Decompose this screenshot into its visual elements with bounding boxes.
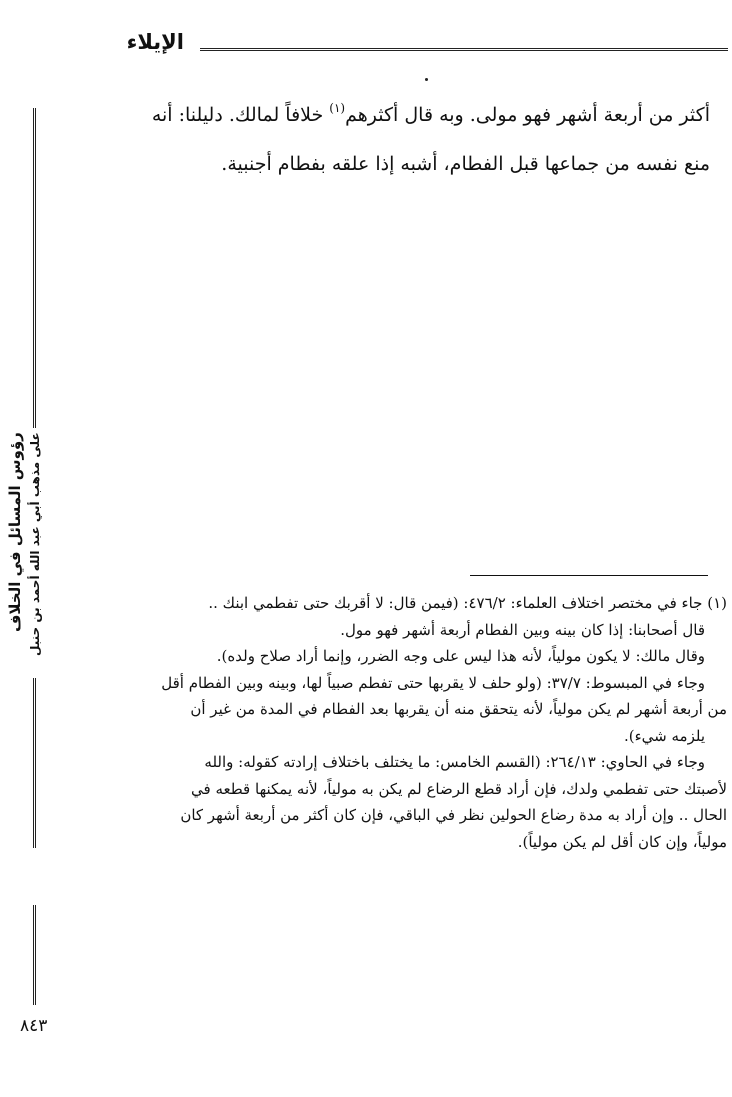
footnote-line: (١) جاء في مختصر اختلاف العلماء: ٤٧٦/٢: (فيمن قال: لا أقربك حتى تفطمي ابنك .. <box>208 594 727 612</box>
footnote-line: من أربعة أشهر لم يكن مولياً، لأنه يتحقق منه أن يقربها بعد الفطام في المدة من غير أن <box>190 700 727 718</box>
main-text-line-1a: أكثر من أربعة أشهر فهو مولى. وبه قال أكثرهم <box>345 104 710 126</box>
main-text-line-1b: خلافاً لمالك. دليلنا: أنه <box>151 104 330 126</box>
side-book-title <box>4 432 50 674</box>
footnote-reference[interactable]: (١) <box>329 101 346 115</box>
main-text-line-2: منع نفسه من جماعها قبل الفطام، أشبه إذا علقه بفطام أجنبية. <box>221 153 710 175</box>
footnote-line: وجاء في الحاوي: ٢٦٤/١٣: (القسم الخامس: ما يختلف باختلاف إرادته كقوله: والله <box>204 753 705 771</box>
footnote-line: قال أصحابنا: إذا كان بينه وبين الفطام أربعة أشهر فهو مول. <box>340 620 705 639</box>
footnote-separator <box>470 575 708 576</box>
side-title-line-1: رؤوس المسائل في الخلاف <box>6 432 24 632</box>
header-rule <box>200 48 728 51</box>
footnote-line: وقال مالك: لا يكون مولياً، لأنه هذا ليس على وجه الضرر، وإنما أراد صلاح ولده). <box>216 647 705 665</box>
side-rule-bottom <box>33 905 36 1005</box>
footnotes <box>63 590 727 855</box>
footnote-line: الحال .. وإن أراد به مدة رضاع الحولين نظر في الباقي، فإن كان أكثر من أربعة أشهر كان <box>180 806 727 824</box>
main-text <box>60 84 710 189</box>
footnote-line: مولياً، وإن كان أقل لم يكن مولياً). <box>517 832 727 851</box>
chapter-title: الإيلاء <box>126 30 184 54</box>
page-number: ٨٤٣ <box>20 1016 48 1036</box>
side-rule-middle <box>33 678 36 848</box>
ink-dot <box>425 78 428 81</box>
footnote-line: يلزمه شيء). <box>623 726 705 745</box>
side-rule-top <box>33 108 36 428</box>
main-text-line-1 <box>60 84 710 140</box>
footnote-line: لأصبتك حتى تفطمي ولدك، فإن أراد قطع الرضاع لم يكن به مولياً، لأنه يمكنها قطعه في <box>191 779 727 798</box>
footnote-line: وجاء في المبسوط: ٣٧/٧: (ولو حلف لا يقربها حتى تفطم صبياً لها، وبينه وبين الفطام أقل <box>161 673 705 692</box>
side-title-line-2: على مذهب أبي عبد الله أحمد بن حنبل <box>28 432 42 656</box>
